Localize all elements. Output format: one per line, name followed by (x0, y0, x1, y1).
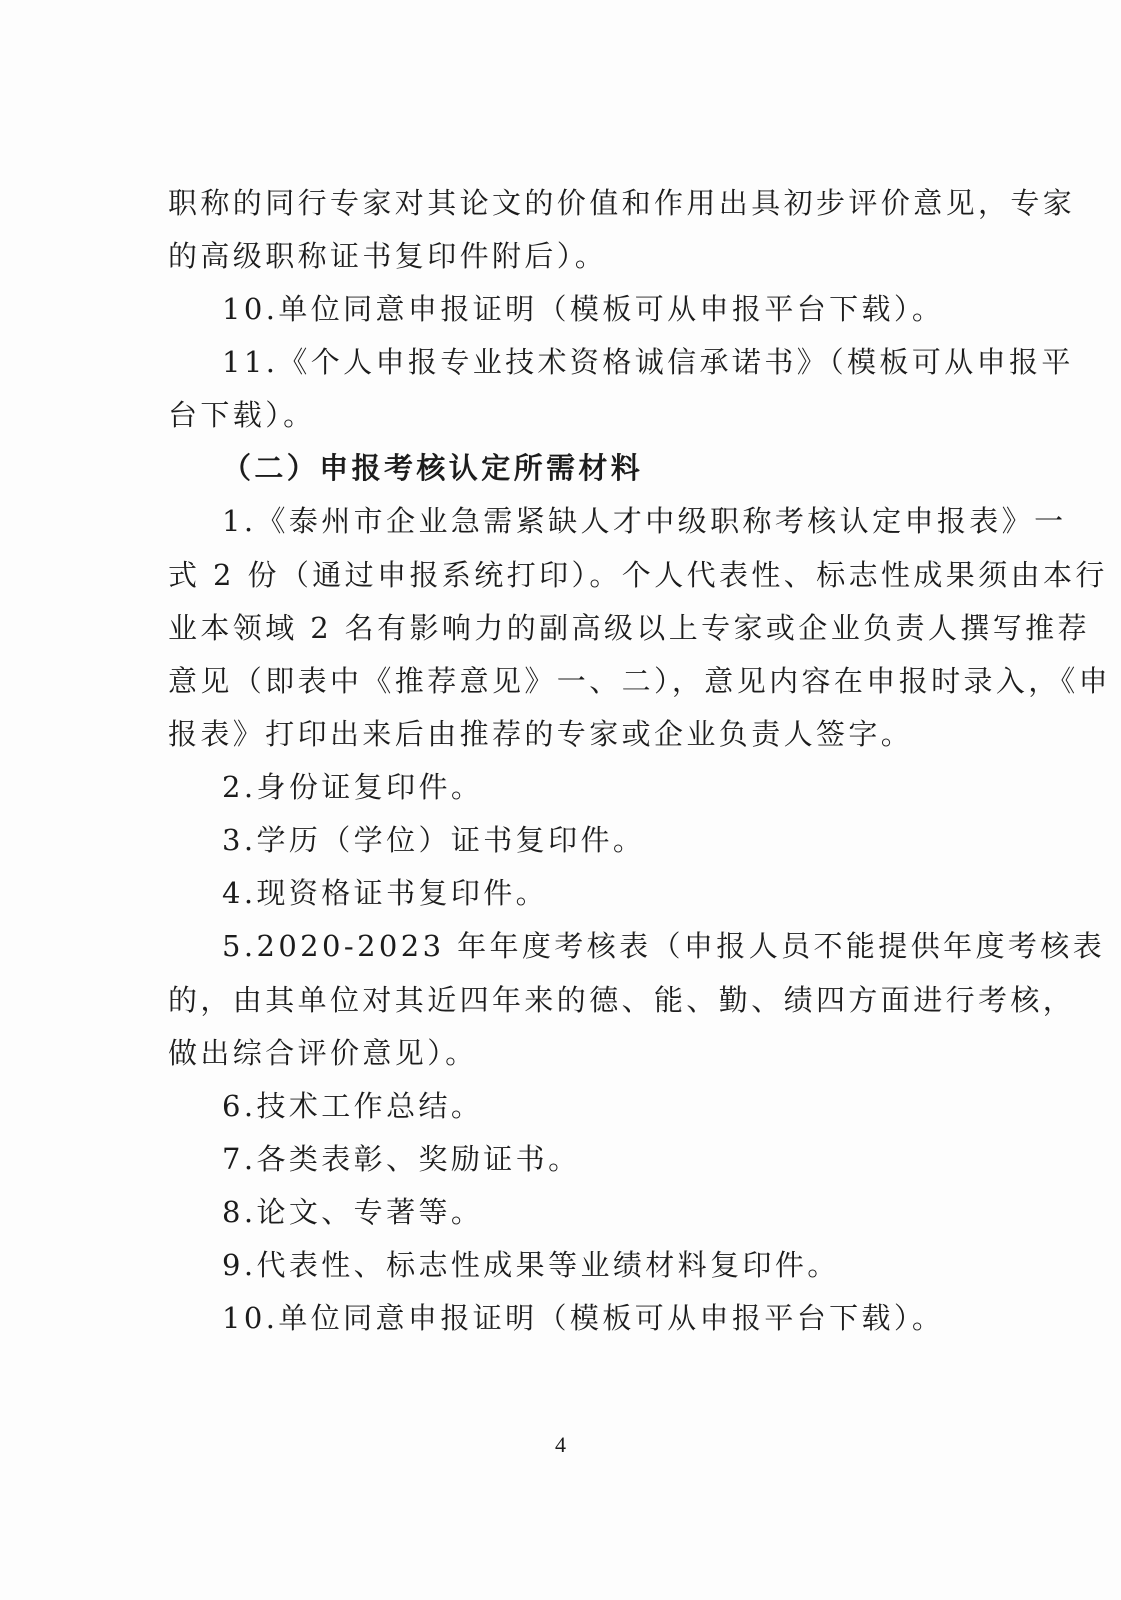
item-5-annual-assessment: 5.2020-2023 年年度考核表（申报人员不能提供年度考核表 (222, 929, 1106, 963)
item-6-work-summary: 6.技术工作总结。 (222, 1089, 484, 1123)
text-line-2: 的高级职称证书复印件附后）。 (168, 239, 608, 273)
text-line-16: 的，由其单位对其近四年来的德、能、勤、绩四方面进行考核， (168, 983, 1076, 1017)
section-heading-2: （二）申报考核认定所需材料 (222, 451, 644, 485)
item-2-id-card: 2.身份证复印件。 (222, 770, 484, 804)
item-3-degree-certificate: 3.学历（学位）证书复印件。 (222, 823, 646, 857)
text-line-11: 报表》打印出来后由推荐的专家或企业负责人签字。 (168, 717, 914, 751)
text-line-1: 职称的同行专家对其论文的价值和作用出具初步评价意见，专家 (168, 186, 1076, 220)
item-8-papers: 8.论文、专著等。 (222, 1195, 484, 1229)
text-line-10: 意见（即表中《推荐意见》一、二），意见内容在申报时录入，《申 (168, 664, 1112, 698)
item-4-qualification-certificate: 4.现资格证书复印件。 (222, 876, 549, 910)
page-number: 4 (555, 1432, 566, 1457)
item-11-integrity-pledge: 11.《个人申报专业技术资格诚信承诺书》（模板可从申报平 (222, 345, 1074, 379)
item-10-unit-consent: 10.单位同意申报证明（模板可从申报平台下载）。 (222, 292, 945, 326)
item-7-awards: 7.各类表彰、奖励证书。 (222, 1142, 581, 1176)
item-9-achievements: 9.代表性、标志性成果等业绩材料复印件。 (222, 1248, 840, 1282)
text-line-5: 台下载）。 (168, 398, 316, 432)
text-line-9: 业本领域 2 名有影响力的副高级以上专家或企业负责人撰写推荐 (168, 611, 1090, 645)
item-1-application-form: 1.《泰州市企业急需紧缺人才中级职称考核认定申报表》一 (222, 504, 1067, 538)
item-10-unit-consent-2: 10.单位同意申报证明（模板可从申报平台下载）。 (222, 1301, 945, 1335)
text-line-17: 做出综合评价意见）。 (168, 1036, 478, 1070)
text-line-8: 式 2 份（通过申报系统打印）。个人代表性、标志性成果须由本行 (168, 558, 1108, 592)
